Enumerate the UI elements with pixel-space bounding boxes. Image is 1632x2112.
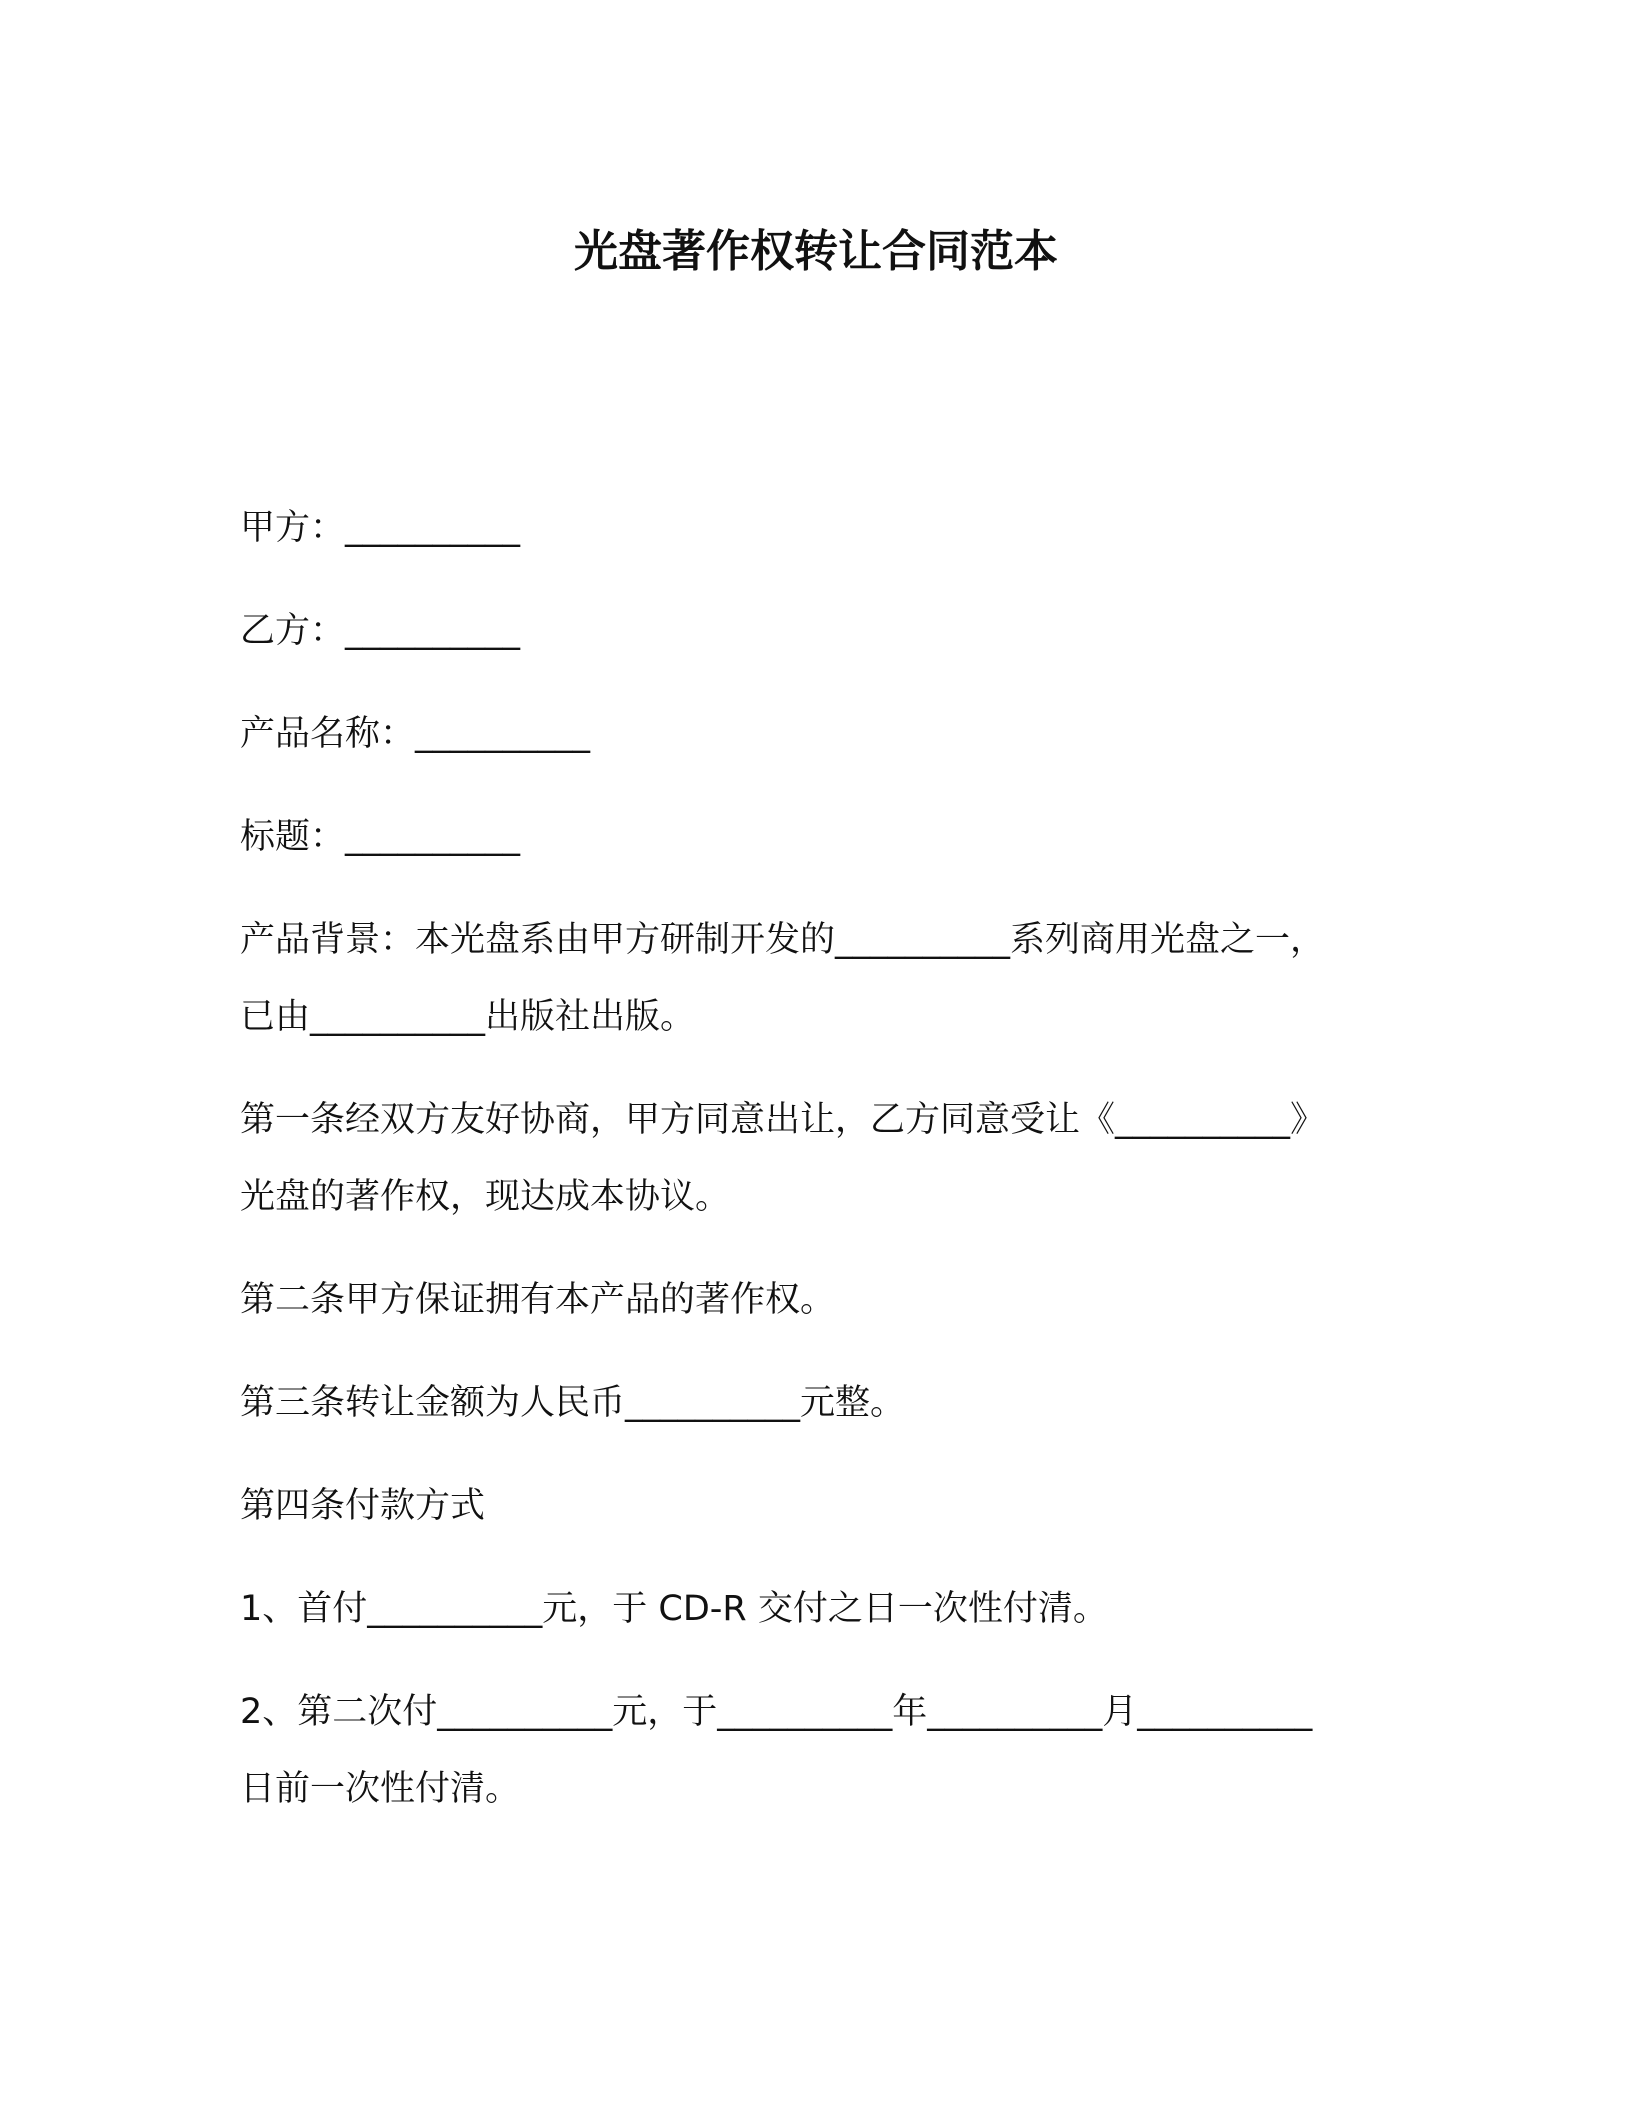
article-1-paragraph: [240, 1082, 1400, 1236]
article-2-paragraph: [240, 1262, 1400, 1339]
paragraph-line: 1、首付__________元，于 CD-R 交付之日一次性付清。: [240, 1589, 1108, 1629]
paragraph-line: 第三条转让金额为人民币__________元整。: [240, 1383, 906, 1423]
article-4-heading: [240, 1468, 1400, 1545]
payment-item-2: [240, 1674, 1400, 1828]
paragraph-line: 第一条经双方友好协商，甲方同意出让，乙方同意受让《__________》: [240, 1100, 1326, 1140]
party-a-line: [240, 490, 1400, 567]
document-title: 光盘著作权转让合同范本: [574, 226, 1058, 277]
document-body: [240, 490, 1400, 1854]
paragraph-line: 产品名称：__________: [240, 714, 591, 754]
party-b-line: [240, 593, 1400, 670]
product-name-line: [240, 696, 1400, 773]
subject-line: [240, 799, 1400, 876]
paragraph-line: 第四条付款方式: [240, 1486, 486, 1526]
paragraph-line: 产品背景：本光盘系由甲方研制开发的__________系列商用光盘之一，: [240, 920, 1326, 960]
product-background-paragraph: [240, 902, 1400, 1056]
paragraph-line: 2、第二次付__________元，于__________年__________月__________: [240, 1692, 1313, 1732]
paragraph-line: 标题：__________: [240, 817, 521, 857]
payment-item-1: [240, 1571, 1400, 1648]
paragraph-line: 乙方：__________: [240, 611, 521, 651]
paragraph-line: 甲方：__________: [240, 508, 521, 548]
paragraph-line: 已由__________出版社出版。: [240, 997, 696, 1037]
paragraph-line: 光盘的著作权，现达成本协议。: [240, 1177, 731, 1217]
paragraph-line: 第二条甲方保证拥有本产品的著作权。: [240, 1280, 836, 1320]
paragraph-line: 日前一次性付清。: [240, 1769, 521, 1809]
article-3-paragraph: [240, 1365, 1400, 1442]
